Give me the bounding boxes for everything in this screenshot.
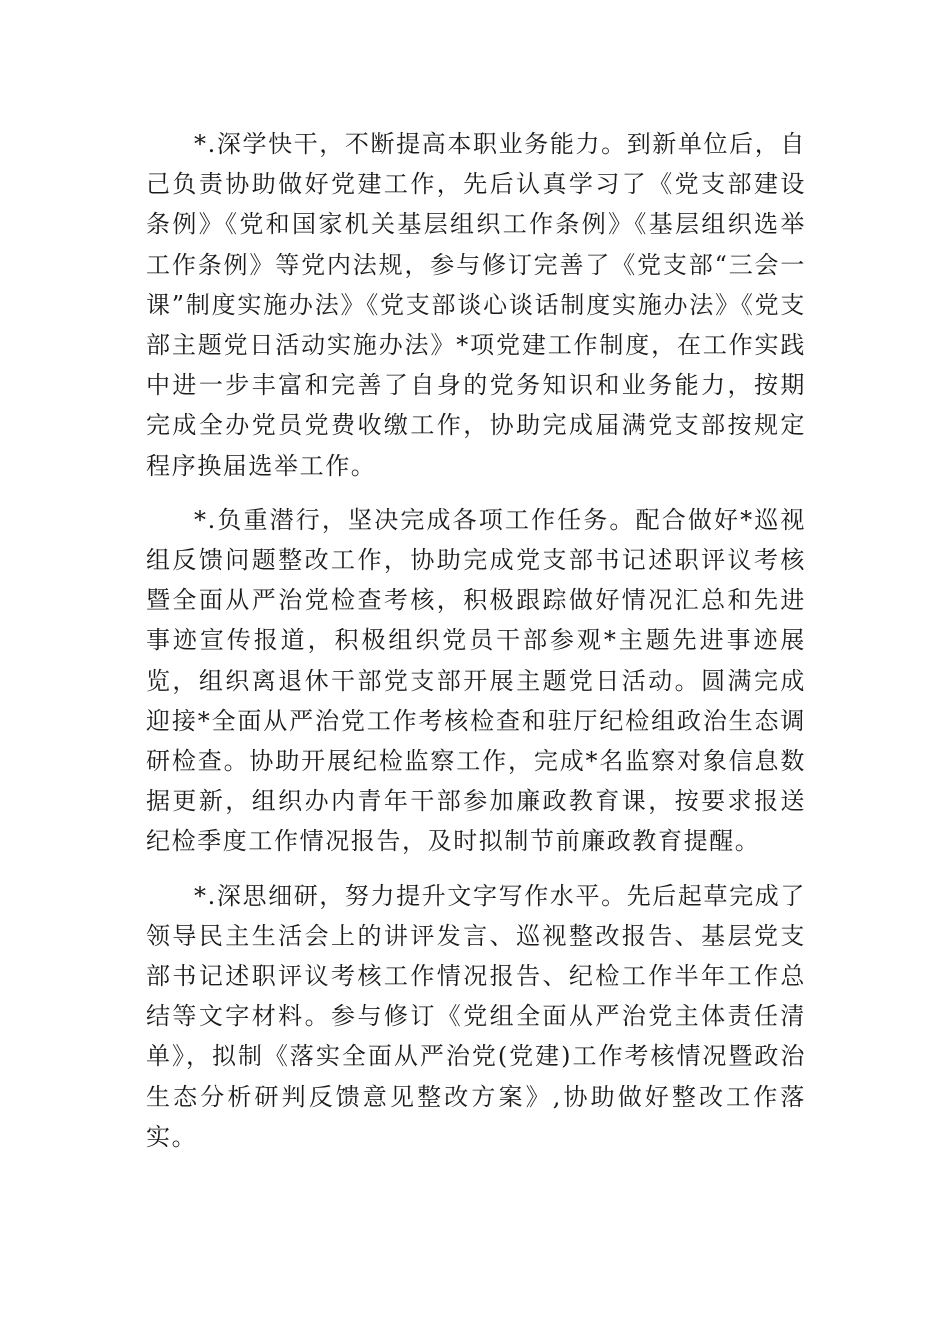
paragraph-writing: *.深思细研，努力提升文字写作水平。先后起草完成了领导民主生活会上的讲评发言、巡视整改报告、基层党支部书记述职评议考核工作情况报告、纪检工作半年工作总结等文字材料。参与修订《党组全面从严治党主体责任清单》，拟制《落实全面从严治党(党建)工作考核情况暨政治生态分析研判反馈意见整改方案》,协助做好整改工作落实。 xyxy=(146,881,806,1151)
paragraph-party-building: *.深学快干，不断提高本职业务能力。到新单位后，自己负责协助做好党建工作，先后认真学习了《党支部建设条例》《党和国家机关基层组织工作条例》《基层组织选举工作条例》等党内法规，参与修订完善了《党支部“三会一课”制度实施办法》《党支部谈心谈话制度实施办法》《党支部主题党日活动实施办法》*项党建工作制度，在工作实践中进一步丰富和完善了自身的党务知识和业务能力，按期完成全办党员党费收缴工作，协助完成届满党支部按规定程序换届选举工作。 xyxy=(146,130,806,480)
document-body xyxy=(146,124,806,1171)
paragraph-work-tasks: *.负重潜行，坚决完成各项工作任务。配合做好*巡视组反馈问题整改工作，协助完成党支部书记述职评议考核暨全面从严治党检查考核，积极跟踪做好情况汇总和先进事迹宣传报道，积极组织党员干部参观*主题先进事迹展览，组织离退休干部党支部开展主题党日活动。圆满完成迎接*全面从严治党工作考核检查和驻厅纪检组政治生态调研检查。协助开展纪检监察工作，完成*名监察对象信息数据更新，组织办内青年干部参加廉政教育课，按要求报送纪检季度工作情况报告，及时拟制节前廉政教育提醒。 xyxy=(146,505,806,856)
